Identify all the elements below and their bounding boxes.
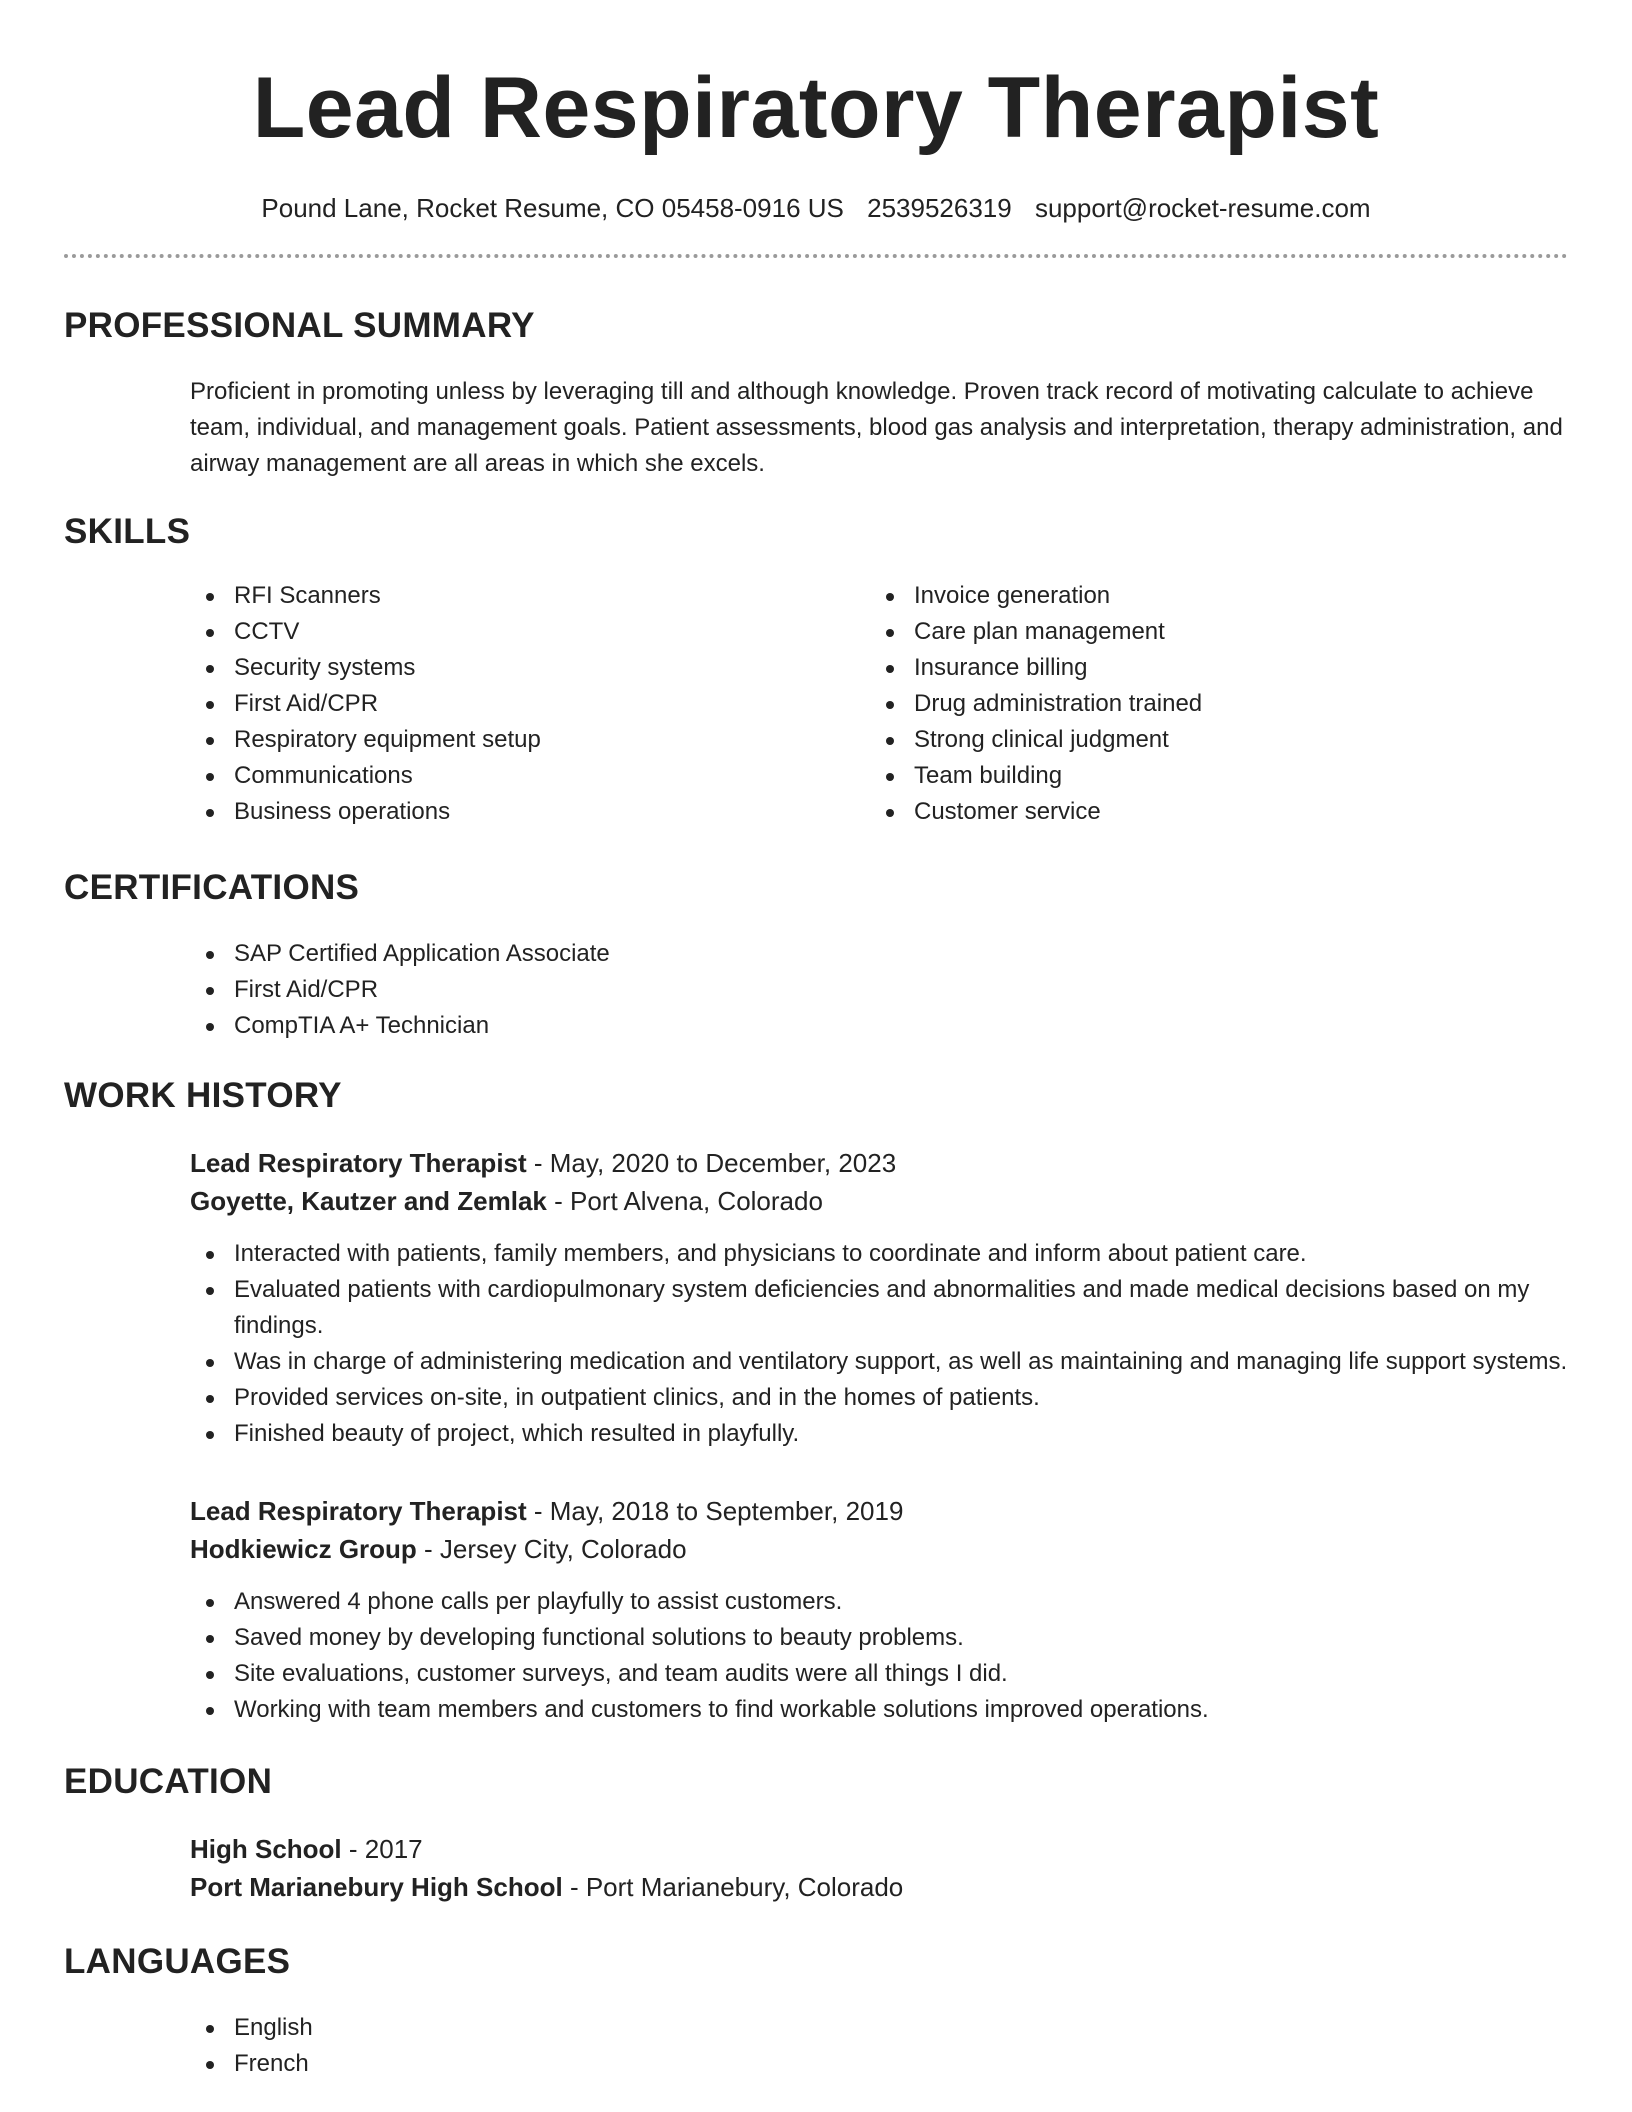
list-item: English (190, 2010, 1568, 2046)
work-history-heading: WORK HISTORY (64, 1076, 342, 1115)
list-item: Working with team members and customers to find workable solutions improved operations. (190, 1692, 1568, 1728)
list-item: Saved money by developing functional solutions to beauty problems. (190, 1620, 1568, 1656)
job-dates: - May, 2020 to December, 2023 (526, 1148, 897, 1178)
list-item: Drug administration trained (870, 686, 1550, 722)
list-item: Provided services on-site, in outpatient clinics, and in the homes of patients. (190, 1380, 1568, 1416)
job-entry (190, 1144, 1568, 1452)
work-history-section (190, 1144, 1568, 1728)
list-item: Strong clinical judgment (870, 722, 1550, 758)
job-location: - Jersey City, Colorado (416, 1534, 687, 1564)
job-role-line (190, 1492, 1568, 1530)
list-item: SAP Certified Application Associate (190, 936, 1568, 972)
list-item: Site evaluations, customer surveys, and team audits were all things I did. (190, 1656, 1568, 1692)
job-entry (190, 1492, 1568, 1728)
list-item: Communications (190, 758, 870, 794)
job-company: Hodkiewicz Group (190, 1534, 417, 1564)
languages-section (190, 2010, 1568, 2082)
summary-section (190, 374, 1568, 482)
job-bullets (190, 1584, 1568, 1728)
skills-heading: SKILLS (64, 512, 191, 551)
languages-list (190, 2010, 1568, 2082)
job-role-line (190, 1144, 1568, 1182)
list-item: Customer service (870, 794, 1550, 830)
list-item: First Aid/CPR (190, 972, 1568, 1008)
list-item: Business operations (190, 794, 870, 830)
summary-text: Proficient in promoting unless by leveraging till and although knowledge. Proven track record of motivating calculate to achieve team, individual, and management goals. Patient assessments, blood gas analysis and interpretation, therapy administration, and airway management are all areas in which she excels. (190, 378, 1563, 477)
education-section (190, 1830, 1568, 1906)
list-item: RFI Scanners (190, 578, 870, 614)
list-item: Answered 4 phone calls per playfully to assist customers. (190, 1584, 1568, 1620)
phone: 2539526319 (867, 193, 1012, 223)
skills-list-right (870, 578, 1550, 830)
job-role: Lead Respiratory Therapist (190, 1148, 527, 1178)
job-bullets (190, 1236, 1568, 1452)
education-year: - 2017 (341, 1834, 423, 1864)
job-company: Goyette, Kautzer and Zemlak (190, 1186, 547, 1216)
list-item: Invoice generation (870, 578, 1550, 614)
list-item: Team building (870, 758, 1550, 794)
job-location: - Port Alvena, Colorado (546, 1186, 823, 1216)
list-item: Insurance billing (870, 650, 1550, 686)
skills-list-left (190, 578, 870, 830)
list-item: CompTIA A+ Technician (190, 1008, 1568, 1044)
list-item: Care plan management (870, 614, 1550, 650)
education-degree: High School (190, 1834, 342, 1864)
certifications-list (190, 936, 1568, 1044)
certifications-section (190, 936, 1568, 1044)
education-degree-line (190, 1830, 1568, 1868)
list-item: CCTV (190, 614, 870, 650)
list-item: French (190, 2046, 1568, 2082)
list-item: Interacted with patients, family members, and physicians to coordinate and inform about patient care. (190, 1236, 1568, 1272)
summary-heading: PROFESSIONAL SUMMARY (64, 306, 535, 345)
certifications-heading: CERTIFICATIONS (64, 868, 360, 907)
job-company-line (190, 1530, 1568, 1568)
list-item: First Aid/CPR (190, 686, 870, 722)
list-item: Security systems (190, 650, 870, 686)
list-item: Was in charge of administering medication and ventilatory support, as well as maintaining and managing life support systems. (190, 1344, 1568, 1380)
education-location: - Port Marianebury, Colorado (562, 1872, 904, 1902)
education-school: Port Marianebury High School (190, 1872, 563, 1902)
header-divider (64, 254, 1568, 258)
skills-section (190, 578, 1568, 830)
list-item: Respiratory equipment setup (190, 722, 870, 758)
page-title: Lead Respiratory Therapist (252, 60, 1380, 156)
address: Pound Lane, Rocket Resume, CO 05458-0916 US (261, 193, 844, 223)
contact-line (64, 192, 1568, 224)
list-item: Evaluated patients with cardiopulmonary system deficiencies and abnormalities and made medical decisions based on my findings. (190, 1272, 1568, 1344)
email: support@rocket-resume.com (1034, 193, 1371, 223)
job-company-line (190, 1182, 1568, 1220)
education-school-line (190, 1868, 1568, 1906)
education-heading: EDUCATION (64, 1762, 273, 1801)
languages-heading: LANGUAGES (64, 1942, 291, 1981)
job-dates: - May, 2018 to September, 2019 (526, 1496, 904, 1526)
job-role: Lead Respiratory Therapist (190, 1496, 527, 1526)
list-item: Finished beauty of project, which resulted in playfully. (190, 1416, 1568, 1452)
